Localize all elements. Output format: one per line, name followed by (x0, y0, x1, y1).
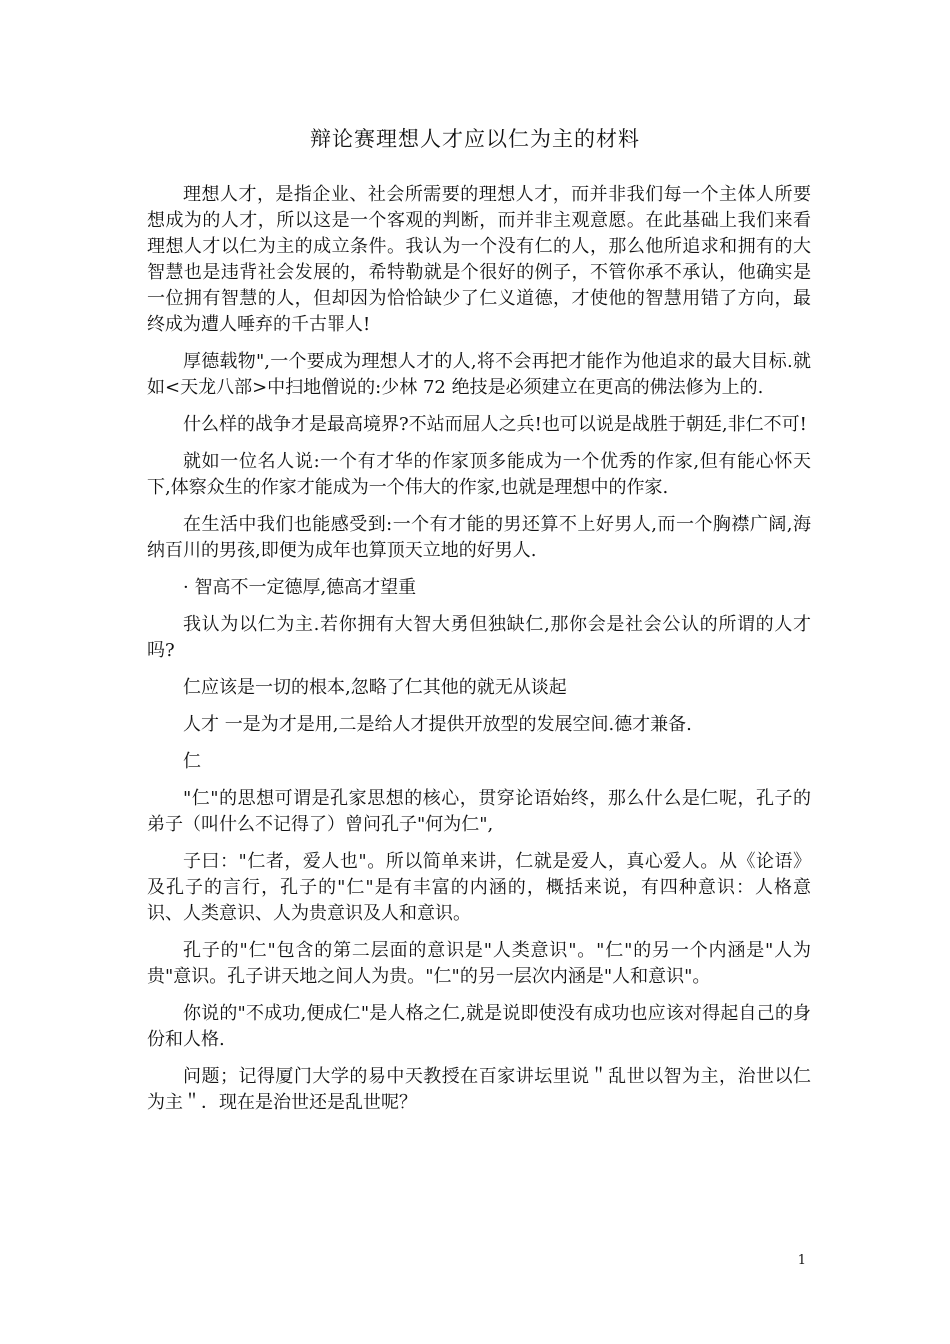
paragraph: 仁 (183, 751, 201, 772)
paragraph: 你说的"不成功,便成仁"是人格之仁,就是说即使没有成功也应该对得起自己的身份和人格. (147, 1003, 811, 1050)
paragraph: 人才 一是为才是用,二是给人才提供开放型的发展空间.德才兼备. (183, 714, 692, 735)
paragraph: 什么样的战争才是最高境界?不站而屈人之兵!也可以说是战胜于朝廷,非仁不可! (183, 414, 807, 435)
document-title: 辩论赛理想人才应以仁为主的材料 (310, 127, 640, 151)
paragraph: 仁应该是一切的根本,忽略了仁其他的就无从谈起 (183, 677, 567, 698)
document-body (147, 182, 811, 1127)
paragraph: 在生活中我们也能感受到:一个有才能的男还算不上好男人,而一个胸襟广阔,海纳百川的男孩,即便为成年也算顶天立地的好男人. (147, 514, 811, 561)
paragraph: 厚德载物",一个要成为理想人才的人,将不会再把才能作为他追求的最大目标.就如<天龙八部>中扫地僧说的:少林 72 绝技是必须建立在更高的佛法修为上的. (147, 351, 811, 398)
paragraph: 孔子的"仁"包含的第二层面的意识是"人类意识"。"仁"的另一个内涵是"人为贵"意识。孔子讲天地之间人为贵。"仁"的另一层次内涵是"人和意识"。 (147, 940, 811, 987)
paragraph: 问题；记得厦门大学的易中天教授在百家讲坛里说＂乱世以智为主，治世以仁为主＂．现在是治世还是乱世呢？ (147, 1066, 811, 1113)
paragraph: 子曰："仁者，爱人也"。所以简单来讲，仁就是爱人，真心爱人。从《论语》及孔子的言行，孔子的"仁"是有丰富的内涵的，概括来说，有四种意识：人格意识、人类意识、人为贵意识及人和意识。 (147, 851, 811, 924)
paragraph: 就如一位名人说:一个有才华的作家顶多能成为一个优秀的作家,但有能心怀天下,体察众生的作家才能成为一个伟大的作家,也就是理想中的作家. (147, 451, 811, 498)
paragraph: 我认为以仁为主.若你拥有大智大勇但独缺仁,那你会是社会公认的所谓的人才吗? (147, 614, 811, 661)
paragraph: "仁"的思想可谓是孔家思想的核心，贯穿论语始终，那么什么是仁呢，孔子的弟子（叫什么不记得了）曾问孔子"何为仁", (147, 788, 811, 835)
bullet-paragraph: · 智高不一定德厚,德高才望重 (183, 577, 417, 598)
paragraph: 理想人才，是指企业、社会所需要的理想人才，而并非我们每一个主体人所要想成为的人才，所以这是一个客观的判断，而并非主观意愿。在此基础上我们来看理想人才以仁为主的成立条件。我认为一个没有仁的人，那么他所追求和拥有的大智慧也是违背社会发展的，希特勒就是个很好的例子，不管你承不承认，他确实是一位拥有智慧的人，但却因为恰恰缺少了仁义道德，才使他的智慧用错了方向，最终成为遭人唾弃的千古罪人! (147, 184, 811, 335)
page-number: 1 (797, 1253, 806, 1268)
